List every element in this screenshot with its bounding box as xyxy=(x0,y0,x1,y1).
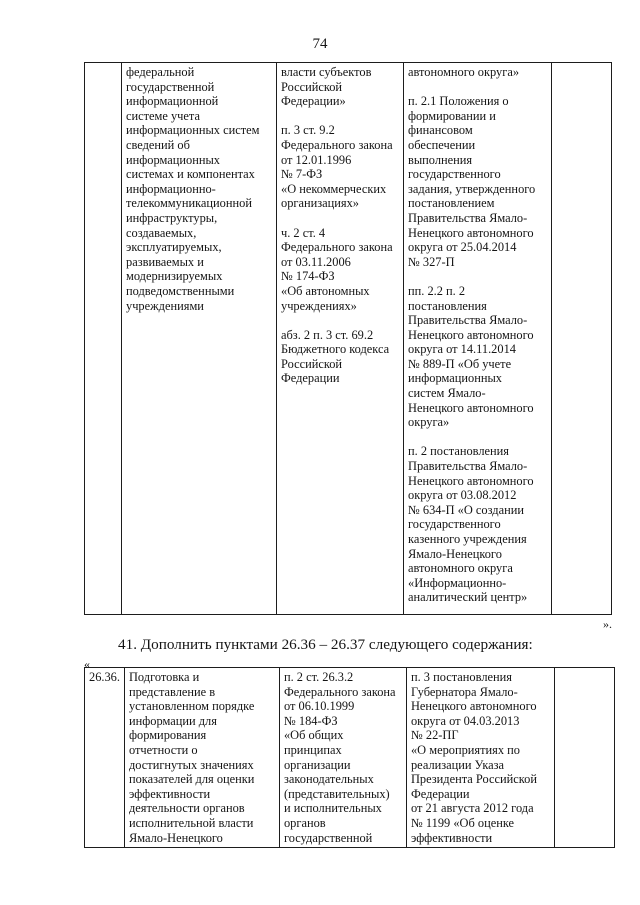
regional-act-reference: пп. 2.2 п. 2 постановления Правительства Ямало- Ненецкого автономного округа от 14.11.2014 № 889-П «Об учете информационных систем Ямало- Ненецкого автономного округа» xyxy=(408,283,534,430)
closing-quote-mark: ». xyxy=(603,617,612,631)
federal-law-reference: п. 3 ст. 9.2 Федерального закона от 12.01.1996 № 7-ФЗ «О некоммерческих организациях» xyxy=(281,123,393,211)
regional-act-reference: автономного округа» xyxy=(408,65,520,79)
regional-act-reference: п. 2 постановления Правительства Ямало- Ненецкого автономного округа от 03.08.2012 № 634-П «О создании государственного казенного учреждения Ямало-Ненецкого автономного округа «Информационно- аналитический центр» xyxy=(408,444,534,605)
row-number-cell xyxy=(85,668,125,848)
federal-law-cell xyxy=(277,63,404,615)
federal-law-reference: власти субъектов Российской Федерации» xyxy=(281,65,372,109)
extra-column-cell xyxy=(554,668,614,848)
extra-column-cell xyxy=(552,63,612,615)
function-description-cell xyxy=(124,668,279,848)
federal-law-cell xyxy=(279,668,406,848)
regional-act-reference: п. 3 постановления Губернатора Ямало- Ненецкого автономного округа от 04.03.2013 № 22-ПГ «О мероприятиях по реализации Указа Президента Российской Федерации от 21 августа 2012 года № 1199 «Об оценке эффективности xyxy=(410,670,537,845)
page-number: 74 xyxy=(312,36,328,52)
legal-basis-table-continued xyxy=(84,62,612,615)
regional-act-reference: п. 2.1 Положения о формировании и финансовом обеспечении выполнения государственного задания, утвержденного постановлением Правительства Ямало- Ненецкого автономного округа от 25.04.2014 № 327-П xyxy=(408,94,536,269)
federal-law-reference: п. 2 ст. 26.3.2 Федерального закона от 06.10.1999 № 184-ФЗ «Об общих принципах организации законодательных (представительных) и исполнительных органов государственной xyxy=(283,670,396,845)
function-description: Подготовка и представление в установленном порядке информации для формирования отчетности о достигнутых значениях показателей для оценки эффективности деятельности органов исполнительной власти Ямало-Ненецкого xyxy=(128,670,255,845)
table-row xyxy=(85,668,615,848)
row-number: 26.36. xyxy=(89,670,120,684)
table-row xyxy=(85,63,612,615)
federal-law-reference: абз. 2 п. 3 ст. 69.2 Бюджетного кодекса Российской Федерации xyxy=(281,327,390,386)
legal-basis-table-new xyxy=(84,667,615,848)
regional-acts-cell xyxy=(406,668,554,848)
federal-law-reference: ч. 2 ст. 4 Федерального закона от 03.11.2006 № 174-ФЗ «Об автономных учреждениях» xyxy=(281,225,393,313)
function-description: федеральной государственной информационной системе учета информационных систем сведений об информационных системах и компонентах информационно- телекоммуникационной инфраструктуры, создаваемых, эксплуатируемых, развиваемых и модернизируемых подведомственными учреждениями xyxy=(126,65,260,313)
regional-acts-cell xyxy=(404,63,552,615)
amendment-instruction: 41. Дополнить пунктами 26.36 – 26.37 следующего содержания: xyxy=(118,636,533,653)
row-number-cell xyxy=(85,63,122,615)
function-description-cell xyxy=(122,63,277,615)
opening-quote-mark: « xyxy=(84,657,90,671)
